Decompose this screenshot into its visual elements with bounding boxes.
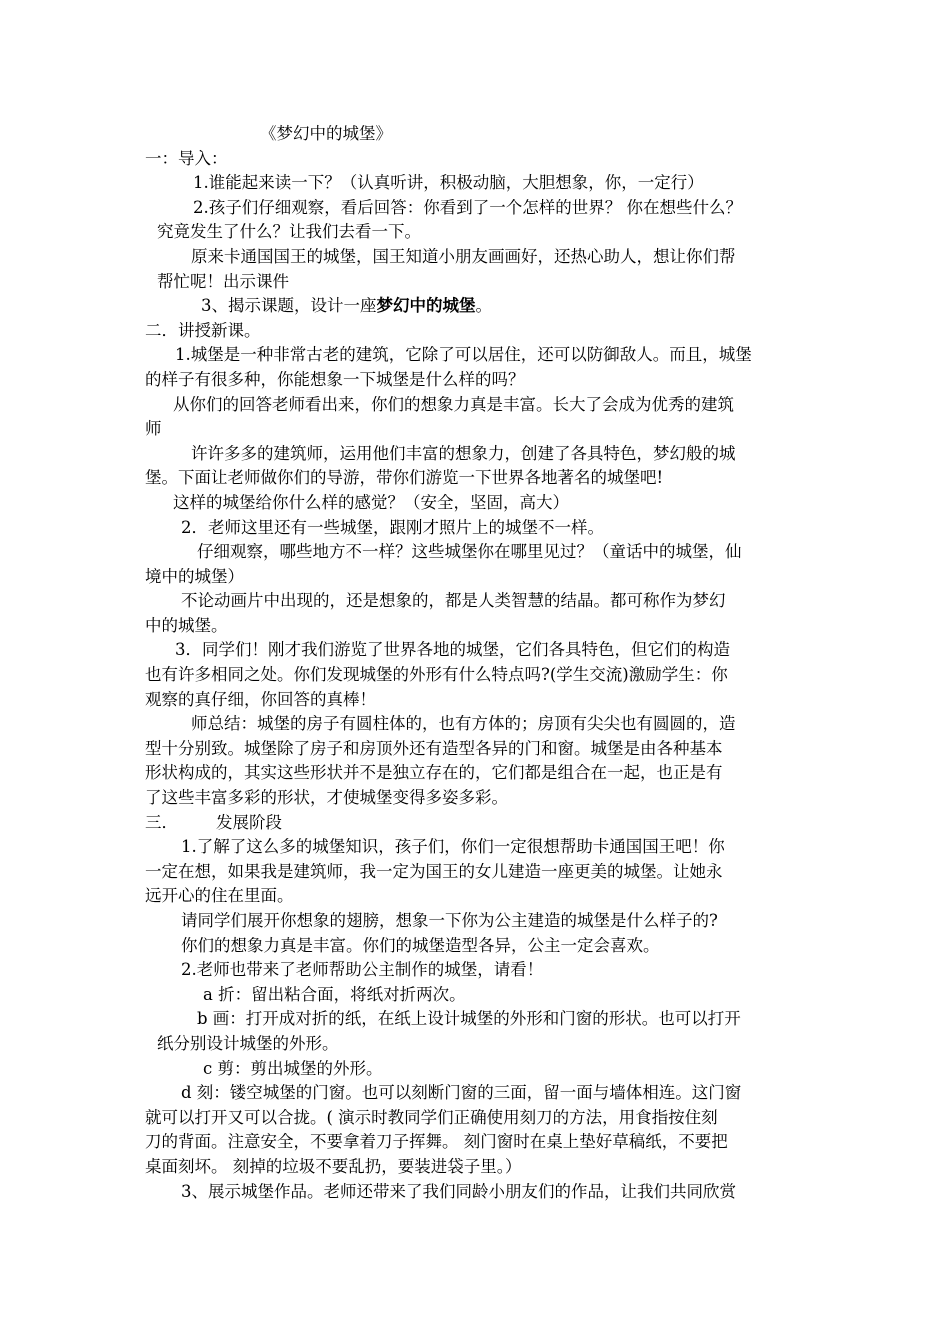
paragraph-line: 就可以打开又可以合拢。( 演示时教同学们正确使用刻刀的方法，用食指按住刻 bbox=[145, 1107, 718, 1127]
step-line: b 画：打开成对折的纸，在纸上设计城堡的外形和门窗的形状。也可以打开 bbox=[197, 1009, 741, 1029]
paragraph-line: 型十分别致。城堡除了房子和房顶外还有造型各异的门和窗。城堡是由各种基本 bbox=[145, 738, 723, 758]
section-title: 发展阶段 bbox=[216, 812, 282, 832]
paragraph-line: 形状构成的，其实这些形状并不是独立存在的，它们都是组合在一起，也正是有 bbox=[145, 763, 723, 783]
step-line: d 刻：镂空城堡的门窗。也可以刻断门窗的三面，留一面与墙体相连。这门窗 bbox=[181, 1083, 742, 1103]
paragraph-line: 堡。下面让老师做你们的导游，带你们游览一下世界各地著名的城堡吧! bbox=[145, 468, 664, 488]
step-line: a 折：留出粘合面，将纸对折两次。 bbox=[203, 984, 466, 1004]
paragraph-line: 你们的想象力真是丰富。你们的城堡造型各异，公主一定会喜欢。 bbox=[181, 935, 660, 955]
paragraph-line: 帮忙呢！出示课件 bbox=[157, 271, 289, 291]
section-heading: 一：导入： bbox=[145, 148, 228, 168]
text-run: 3、揭示课题，设计一座 bbox=[201, 296, 377, 316]
paragraph-line: 也有许多相同之处。你们发现城堡的外形有什么特点吗?(学生交流)激励学生：你 bbox=[145, 665, 728, 685]
section-heading: 二．讲授新课。 bbox=[145, 320, 261, 340]
paragraph-line: 3．同学们！刚才我们游览了世界各地的城堡，它们各具特色，但它们的构造 bbox=[175, 640, 730, 660]
paragraph-line: 仔细观察，哪些地方不一样？这些城堡你在哪里见过？（童话中的城堡，仙 bbox=[197, 542, 742, 562]
document-page bbox=[145, 122, 810, 1204]
paragraph-line: 境中的城堡） bbox=[145, 566, 244, 586]
paragraph-line: 1.城堡是一种非常古老的建筑，它除了可以居住，还可以防御敌人。而且，城堡 bbox=[175, 345, 752, 365]
paragraph-line: 师 bbox=[145, 419, 162, 439]
paragraph-line: 远开心的住在里面。 bbox=[145, 886, 294, 906]
paragraph-line: 原来卡通国国王的城堡，国王知道小朋友画画好，还热心助人，想让你们帮 bbox=[191, 246, 736, 266]
document-title: 《梦幻中的城堡》 bbox=[260, 124, 392, 143]
paragraph-line: 不论动画片中出现的，还是想象的，都是人类智慧的结晶。都可称作为梦幻 bbox=[181, 591, 726, 611]
paragraph-line: 了这些丰富多彩的形状，才使城堡变得多姿多彩。 bbox=[145, 788, 508, 808]
paragraph-line: 2.老师也带来了老师帮助公主制作的城堡，请看！ bbox=[181, 960, 544, 980]
paragraph-line: 这样的城堡给你什么样的感觉？（安全，坚固，高大） bbox=[173, 492, 569, 512]
paragraph-line: 纸分别设计城堡的外形。 bbox=[157, 1033, 339, 1053]
text-run: 。 bbox=[475, 296, 492, 316]
paragraph-line: 2．老师这里还有一些城堡，跟刚才照片上的城堡不一样。 bbox=[181, 517, 604, 537]
paragraph-line: 3、展示城堡作品。老师还带来了我们同龄小朋友们的作品，让我们共同欣赏 bbox=[181, 1181, 736, 1201]
paragraph-line: 中的城堡。 bbox=[145, 615, 228, 635]
paragraph-line: 从你们的回答老师看出来，你们的想象力真是丰富。长大了会成为优秀的建筑 bbox=[173, 394, 734, 414]
paragraph-line: 刀的背面。注意安全，不要拿着刀子挥舞。 刻门窗时在桌上垫好草稿纸，不要把 bbox=[145, 1132, 728, 1152]
step-line: c 剪：剪出城堡的外形。 bbox=[203, 1058, 383, 1078]
paragraph-line: 观察的真仔细，你回答的真棒！ bbox=[145, 689, 376, 709]
paragraph-line: 2.孩子们仔细观察，看后回答：你看到了一个怎样的世界？ 你在想些什么？ bbox=[193, 197, 742, 217]
bold-topic: 梦幻中的城堡 bbox=[376, 296, 476, 316]
paragraph-line: 师总结：城堡的房子有圆柱体的，也有方体的；房顶有尖尖也有圆圆的，造 bbox=[191, 714, 736, 734]
paragraph-line: 桌面刻坏。 刻掉的垃圾不要乱扔，要装进袋子里。） bbox=[145, 1156, 522, 1176]
section-number: 三． bbox=[145, 812, 178, 832]
paragraph-line: 请同学们展开你想象的翅膀，想象一下你为公主建造的城堡是什么样子的? bbox=[181, 911, 718, 930]
paragraph-line: 1.谁能起来读一下？（认真听讲，积极动脑，大胆想象，你，一定行） bbox=[193, 173, 704, 193]
paragraph-line: 许许多多的建筑师，运用他们丰富的想象力，创建了各具特色，梦幻般的城 bbox=[191, 443, 736, 463]
paragraph-line: 的样子有很多种，你能想象一下城堡是什么样的吗？ bbox=[145, 369, 525, 389]
paragraph-line: 一定在想，如果我是建筑师，我一定为国王的女儿建造一座更美的城堡。让她永 bbox=[145, 861, 723, 881]
paragraph-line bbox=[145, 294, 810, 319]
paragraph-line: 究竟发生了什么？让我们去看一下。 bbox=[157, 222, 421, 242]
paragraph-line: 1.了解了这么多的城堡知识，孩子们，你们一定很想帮助卡通国国王吧！你 bbox=[181, 837, 725, 857]
section-heading bbox=[145, 811, 810, 836]
